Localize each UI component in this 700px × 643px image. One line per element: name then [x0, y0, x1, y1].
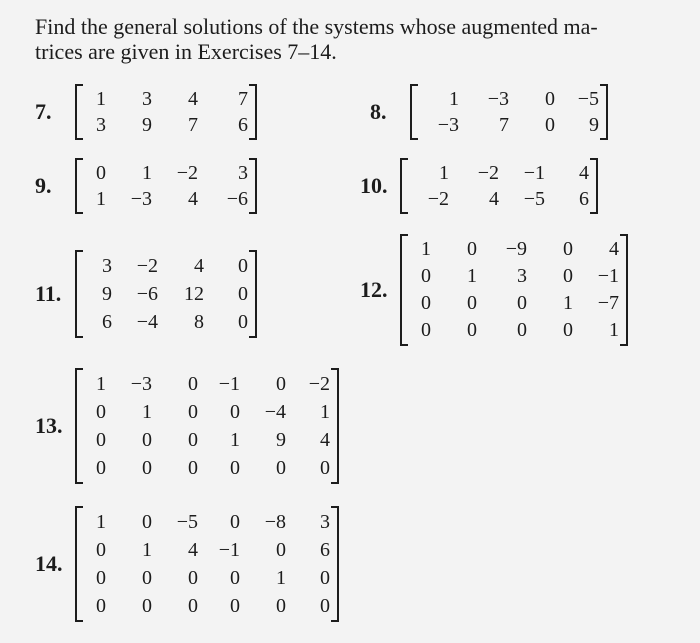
matrix-entry: −1 — [597, 265, 619, 287]
matrix-entry: 3 — [142, 88, 152, 110]
augmented-matrix — [410, 86, 608, 138]
matrix-entry: 4 — [609, 238, 619, 260]
exercise-number: 14. — [35, 551, 63, 576]
exercise-9 — [35, 160, 257, 212]
augmented-matrix — [400, 160, 598, 212]
matrix-entry: 4 — [188, 88, 198, 110]
matrix-entry: −4 — [264, 401, 286, 423]
augmented-matrix — [400, 236, 628, 344]
augmented-matrix — [75, 252, 257, 336]
matrix-entry: −7 — [597, 292, 619, 314]
matrix-entry: 0 — [188, 457, 198, 479]
matrix-entry: 9 — [102, 283, 112, 305]
instructions-line-1: Find the general solutions of the systems whose augmented ma- — [35, 14, 598, 39]
augmented-matrix — [75, 370, 339, 482]
matrix-entry: 0 — [563, 238, 573, 260]
matrix-entry: 0 — [320, 595, 330, 617]
matrix-entry: −9 — [505, 238, 527, 260]
matrix-entry: 0 — [142, 429, 152, 451]
matrix-entry: 0 — [545, 88, 555, 110]
exercise-10 — [360, 160, 598, 212]
matrix-entry: 0 — [320, 567, 330, 589]
matrix-entry: 0 — [421, 265, 431, 287]
matrix-entry: 0 — [563, 319, 573, 341]
matrix-entry: 0 — [96, 429, 106, 451]
augmented-matrix — [75, 160, 257, 212]
matrix-entry: 1 — [421, 238, 431, 260]
matrix-entry: 0 — [188, 401, 198, 423]
matrix-entry: −1 — [218, 539, 240, 561]
matrix-entry: 0 — [96, 401, 106, 423]
augmented-matrix — [75, 86, 257, 138]
matrix-entry: 4 — [320, 429, 330, 451]
matrix-entry: −1 — [218, 373, 240, 395]
matrix-entry: 1 — [449, 88, 459, 110]
matrix-entry: 1 — [609, 319, 619, 341]
matrix-entry: 0 — [517, 292, 527, 314]
matrix-entry: 6 — [238, 114, 248, 136]
matrix-entry: 0 — [276, 457, 286, 479]
exercise-number: 11. — [35, 281, 62, 306]
matrix-entry: 0 — [142, 457, 152, 479]
matrix-entry: 0 — [96, 595, 106, 617]
matrix-entry: 0 — [421, 292, 431, 314]
exercise-number: 8. — [370, 99, 387, 124]
matrix-entry: 12 — [184, 283, 204, 305]
exercise-11 — [35, 252, 257, 336]
matrix-entry: 0 — [545, 114, 555, 136]
matrix-entry: 0 — [238, 283, 248, 305]
matrix-entry: 1 — [96, 188, 106, 210]
exercise-number: 7. — [35, 99, 52, 124]
matrix-entry: 1 — [96, 511, 106, 533]
matrix-entry: 9 — [589, 114, 599, 136]
matrix-entry: 0 — [230, 511, 240, 533]
matrix-entry: 4 — [489, 188, 499, 210]
matrix-entry: −3 — [130, 373, 152, 395]
matrix-entry: 6 — [579, 188, 589, 210]
matrix-entry: 0 — [276, 539, 286, 561]
matrix-entry: 0 — [467, 319, 477, 341]
instructions — [35, 14, 685, 64]
exercise-number: 9. — [35, 173, 52, 198]
matrix-entry: 0 — [238, 255, 248, 277]
matrix-entry: 1 — [96, 373, 106, 395]
matrix-entry: −2 — [477, 162, 499, 184]
matrix-entry: 1 — [467, 265, 477, 287]
matrix-entry: 0 — [421, 319, 431, 341]
matrix-entry: −4 — [136, 311, 158, 333]
matrix-entry: 6 — [320, 539, 330, 561]
augmented-matrix — [75, 508, 339, 620]
matrix-entry: −8 — [264, 511, 286, 533]
matrix-entry: 1 — [230, 429, 240, 451]
matrix-entry: 9 — [276, 429, 286, 451]
matrix-entry: 0 — [188, 429, 198, 451]
exercise-number: 12. — [360, 277, 388, 302]
matrix-entry: 6 — [102, 311, 112, 333]
matrix-entry: −6 — [226, 188, 248, 210]
matrix-entry: −2 — [176, 162, 198, 184]
matrix-entry: 7 — [499, 114, 509, 136]
matrix-entry: 0 — [320, 457, 330, 479]
matrix-entry: 0 — [96, 539, 106, 561]
matrix-entry: 1 — [96, 88, 106, 110]
matrix-entry: −2 — [308, 373, 330, 395]
matrix-entry: 0 — [230, 595, 240, 617]
matrix-entry: −5 — [176, 511, 198, 533]
matrix-entry: −6 — [136, 283, 158, 305]
matrix-entry: 1 — [142, 539, 152, 561]
matrix-entry: 4 — [579, 162, 589, 184]
matrix-entry: 0 — [96, 457, 106, 479]
matrix-entry: 0 — [230, 401, 240, 423]
matrix-entry: 0 — [142, 511, 152, 533]
matrix-entry: 4 — [188, 539, 198, 561]
matrix-entry: 0 — [563, 265, 573, 287]
exercise-14 — [35, 508, 339, 620]
matrix-entry: 0 — [96, 567, 106, 589]
instructions-line-2: trices are given in Exercises 7–14. — [35, 39, 337, 64]
matrix-entry: 1 — [439, 162, 449, 184]
matrix-entry: −2 — [427, 188, 449, 210]
matrix-entry: −5 — [523, 188, 545, 210]
matrix-entry: 1 — [142, 401, 152, 423]
matrix-entry: 0 — [276, 373, 286, 395]
matrix-entry: 1 — [563, 292, 573, 314]
matrix-entry: 4 — [188, 188, 198, 210]
matrix-entry: 0 — [467, 292, 477, 314]
exercise-8 — [370, 86, 608, 138]
matrix-entry: −3 — [487, 88, 509, 110]
matrix-entry: 9 — [142, 114, 152, 136]
matrix-entry: 0 — [467, 238, 477, 260]
matrix-entry: 1 — [276, 567, 286, 589]
matrix-entry: 0 — [188, 595, 198, 617]
exercise-13 — [35, 370, 339, 482]
matrix-entry: 0 — [276, 595, 286, 617]
matrix-entry: 1 — [142, 162, 152, 184]
matrix-entry: 7 — [188, 114, 198, 136]
matrix-entry: 7 — [238, 88, 248, 110]
matrix-entry: 0 — [96, 162, 106, 184]
matrix-entry: 3 — [517, 265, 527, 287]
matrix-entry: 3 — [96, 114, 106, 136]
matrix-entry: 0 — [142, 567, 152, 589]
matrix-entry: −5 — [577, 88, 599, 110]
matrix-entry: 3 — [102, 255, 112, 277]
exercise-7 — [35, 86, 257, 138]
matrix-entry: 0 — [230, 457, 240, 479]
matrix-entry: 3 — [238, 162, 248, 184]
matrix-entry: 0 — [142, 595, 152, 617]
exercise-12 — [360, 236, 628, 344]
exercise-number: 13. — [35, 413, 63, 438]
matrix-entry: 0 — [188, 567, 198, 589]
matrix-entry: −1 — [523, 162, 545, 184]
exercise-number: 10. — [360, 173, 388, 198]
matrix-entry: 4 — [194, 255, 204, 277]
matrix-entry: 0 — [188, 373, 198, 395]
matrix-entry: −3 — [437, 114, 459, 136]
matrix-entry: 0 — [238, 311, 248, 333]
matrix-entry: −3 — [130, 188, 152, 210]
matrix-entry: 8 — [194, 311, 204, 333]
matrix-entry: 0 — [230, 567, 240, 589]
matrix-entry: 3 — [320, 511, 330, 533]
matrix-entry: 1 — [320, 401, 330, 423]
matrix-entry: 0 — [517, 319, 527, 341]
matrix-entry: −2 — [136, 255, 158, 277]
